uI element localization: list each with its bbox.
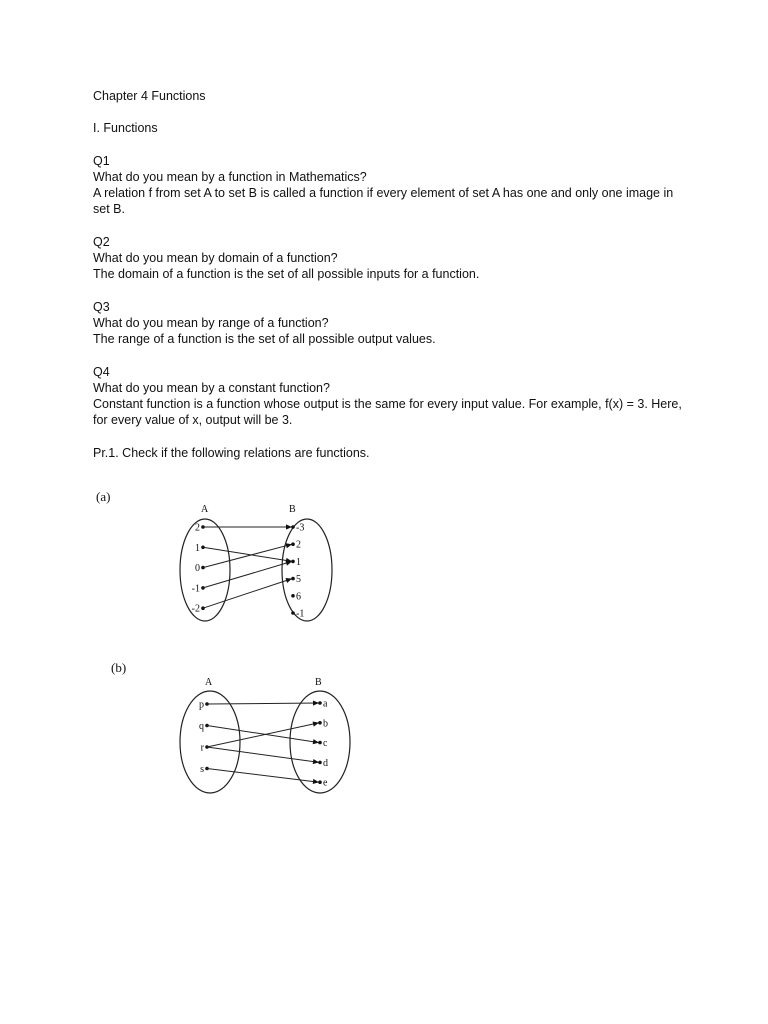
question-number: Q1: [93, 153, 110, 168]
set-b-element: 6: [296, 591, 301, 603]
set-a-element: s: [200, 764, 204, 775]
set-b-element: e: [323, 777, 328, 789]
set-a-element: r: [200, 742, 204, 754]
set-a-element: -2: [191, 603, 200, 615]
set-b-element: 5: [296, 574, 301, 586]
section-title: I. Functions: [93, 121, 158, 136]
set-b-element: a: [323, 698, 328, 710]
set-b-element: -1: [296, 608, 305, 620]
question-number: Q2: [93, 234, 110, 249]
question-text: What do you mean by a function in Mathematics?: [93, 169, 367, 184]
mapping-arrow: [207, 747, 319, 764]
answer-text: Constant function is a function whose output is the same for every input value. For example, f(x) = 3. Here, for every value of x, output will be 3.: [93, 397, 682, 428]
set-a-element: q: [199, 721, 204, 732]
set-b-element: b: [323, 718, 328, 730]
mapping-arrow: [207, 769, 319, 785]
chapter-title: Chapter 4 Functions: [93, 89, 206, 103]
set-a-element: 1: [195, 542, 200, 554]
question-number: Q3: [93, 299, 110, 314]
set-b-element: d: [323, 757, 328, 769]
question-text: What do you mean by domain of a function?: [93, 251, 338, 266]
set-a-element: p: [199, 699, 204, 711]
set-b-element: -3: [296, 522, 305, 534]
figure-label: (b): [111, 660, 127, 675]
question-number: Q4: [93, 364, 110, 379]
answer-text: The domain of a function is the set of all possible inputs for a function.: [93, 267, 480, 282]
set-b-element: 2: [296, 539, 301, 551]
set-a-label: A: [205, 677, 213, 688]
answer-text: The range of a function is the set of all possible output values.: [93, 332, 436, 347]
set-a-element: 2: [195, 522, 200, 534]
answer-text: A relation f from set A to set B is called a function if every element of set A has one and only one image in set B.: [93, 186, 674, 217]
set-a-element: 0: [195, 563, 200, 575]
set-b-element: 1: [296, 556, 301, 568]
question-text: What do you mean by range of a function?: [93, 315, 329, 330]
question-text: What do you mean by a constant function?: [93, 380, 330, 395]
set-a-element: -1: [191, 583, 200, 595]
figure-label: (a): [96, 489, 111, 504]
set-b-label: B: [289, 504, 296, 515]
problem-statement: Pr.1. Check if the following relations are functions.: [93, 445, 370, 460]
set-b-label: B: [315, 677, 322, 688]
set-b-element: c: [323, 738, 328, 750]
set-a-label: A: [201, 504, 209, 515]
